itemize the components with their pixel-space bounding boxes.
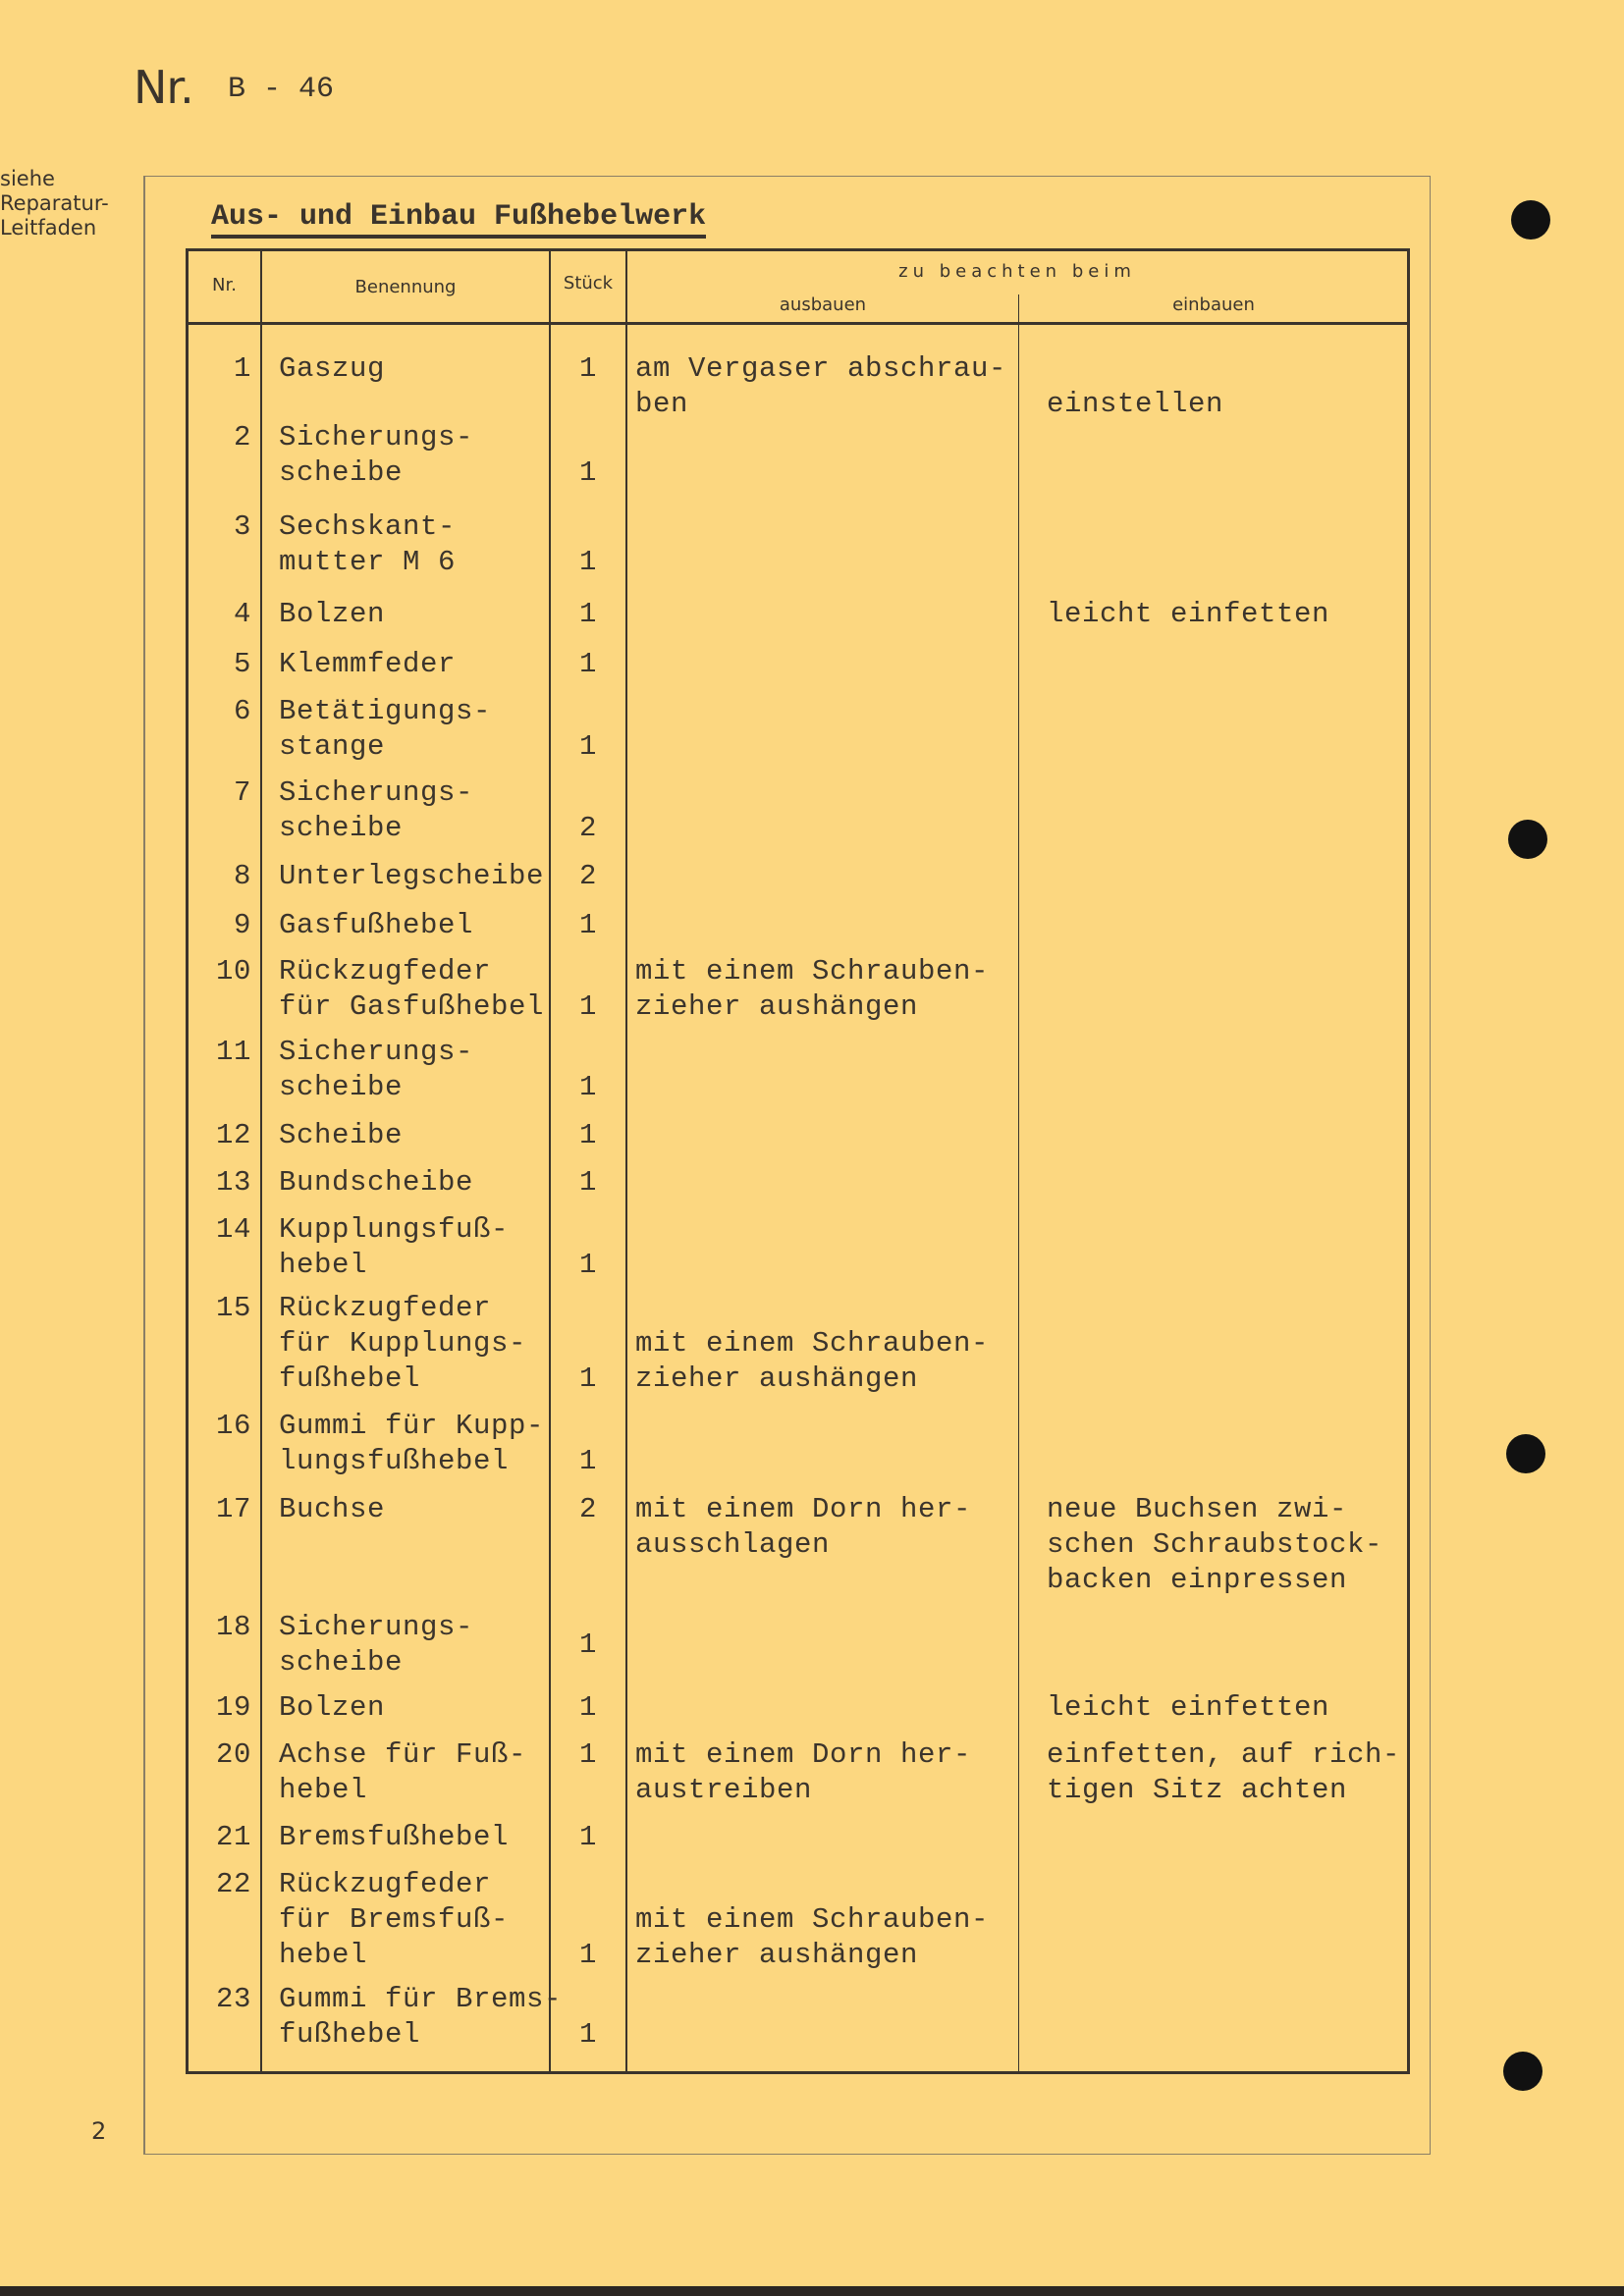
column-header-ausbauen: ausbauen [779, 294, 867, 315]
installation-note: neue Buchsen zwi- schen Schraubstock- backen einpressen [1047, 1493, 1383, 1596]
part-name: Sicherungs- scheibe [279, 1611, 474, 1679]
removal-note: mit einem Schrauben- zieher aushängen [635, 1327, 990, 1395]
row-number: 14 [215, 1213, 251, 1246]
row-number: 4 [233, 598, 251, 630]
part-name: Buchse [279, 1493, 386, 1525]
part-name: Achse für Fuß- hebel [279, 1738, 527, 1806]
part-name: Klemmfeder [279, 648, 457, 680]
removal-note: mit einem Dorn her- austreiben [635, 1738, 972, 1806]
scan-edge [0, 2286, 1624, 2296]
part-quantity: 1 [578, 1119, 597, 1151]
column-divider [625, 251, 627, 2071]
punch-hole [1508, 820, 1547, 859]
part-name: Rückzugfeder für Bremsfuß- hebel [279, 1868, 510, 1971]
part-quantity: 2 [578, 1493, 597, 1525]
column-header-benennung: Benennung [354, 277, 457, 297]
installation-note: leicht einfetten [1047, 598, 1330, 630]
part-name: Betätigungs- stange [279, 695, 492, 763]
column-header-nr: Nr. [212, 275, 237, 295]
part-quantity: 1 [578, 990, 597, 1023]
row-number: 20 [215, 1738, 251, 1771]
installation-note: leicht einfetten [1047, 1691, 1330, 1724]
part-quantity: 1 [578, 2018, 597, 2051]
row-number: 9 [233, 909, 251, 941]
part-name: Rückzugfeder für Kupplungs- fußhebel [279, 1292, 527, 1395]
part-name: Gasfußhebel [279, 909, 474, 941]
part-quantity: 1 [578, 352, 597, 385]
column-divider [1018, 294, 1019, 2071]
row-number: 10 [215, 955, 251, 988]
page-number: 2 [91, 2117, 107, 2145]
part-quantity: 1 [578, 456, 597, 489]
row-number: 11 [215, 1036, 251, 1068]
document-number-label: Nr. [134, 61, 193, 114]
row-number: 16 [215, 1410, 251, 1442]
installation-note: einfetten, auf rich- tigen Sitz achten [1047, 1738, 1401, 1806]
part-quantity: 1 [578, 909, 597, 941]
part-quantity: 1 [578, 546, 597, 578]
side-note-line: Reparatur- [0, 191, 109, 215]
part-quantity: 2 [578, 812, 597, 844]
punch-hole [1506, 1434, 1545, 1473]
row-number: 3 [233, 510, 251, 543]
column-header-stueck: Stück [563, 273, 614, 294]
row-number: 18 [215, 1611, 251, 1643]
row-number: 23 [215, 1983, 251, 2015]
row-number: 7 [233, 776, 251, 809]
row-number: 2 [233, 421, 251, 454]
row-number: 8 [233, 860, 251, 892]
part-quantity: 1 [578, 1821, 597, 1853]
removal-note: mit einem Schrauben- zieher aushängen [635, 955, 990, 1023]
part-name: Sechskant- mutter M 6 [279, 510, 457, 578]
part-name: Bundscheibe [279, 1166, 474, 1199]
row-number: 15 [215, 1292, 251, 1324]
row-number: 1 [233, 352, 251, 385]
side-note-line: Leitfaden [0, 216, 97, 240]
part-quantity: 1 [578, 648, 597, 680]
part-quantity: 1 [578, 1691, 597, 1724]
column-header-group: zu beachten beim [898, 261, 1136, 282]
removal-note: mit einem Schrauben- zieher aushängen [635, 1903, 990, 1971]
parts-table [186, 248, 1410, 2074]
side-note [0, 167, 109, 240]
part-quantity: 1 [578, 1939, 597, 1971]
part-name: Sicherungs- scheibe [279, 1036, 474, 1103]
part-quantity: 1 [578, 1166, 597, 1199]
row-number: 22 [215, 1868, 251, 1900]
part-name: Scheibe [279, 1119, 404, 1151]
document-number-value: B - 46 [228, 73, 335, 106]
row-number: 12 [215, 1119, 251, 1151]
part-quantity: 1 [578, 1362, 597, 1395]
removal-note: am Vergaser abschrau- ben [635, 352, 1007, 420]
part-quantity: 1 [578, 1445, 597, 1477]
part-quantity: 1 [578, 1071, 597, 1103]
part-name: Sicherungs- scheibe [279, 421, 474, 489]
part-name: Bremsfußhebel [279, 1821, 510, 1853]
page-title: Aus- und Einbau Fußhebelwerk [211, 200, 706, 239]
part-name: Bolzen [279, 1691, 386, 1724]
header-divider [189, 322, 1407, 325]
part-quantity: 1 [578, 1629, 597, 1661]
part-name: Gaszug [279, 352, 386, 385]
part-name: Gummi für Brems- fußhebel [279, 1983, 563, 2051]
part-name: Bolzen [279, 598, 386, 630]
punch-hole [1511, 200, 1550, 240]
part-quantity: 1 [578, 1738, 597, 1771]
part-quantity: 1 [578, 1249, 597, 1281]
column-divider [549, 251, 551, 2071]
installation-note: einstellen [1047, 388, 1224, 420]
column-header-einbauen: einbauen [1172, 294, 1255, 315]
row-number: 5 [233, 648, 251, 680]
part-name: Rückzugfeder für Gasfußhebel [279, 955, 545, 1023]
row-number: 6 [233, 695, 251, 727]
row-number: 17 [215, 1493, 251, 1525]
part-quantity: 2 [578, 860, 597, 892]
part-name: Sicherungs- scheibe [279, 776, 474, 844]
row-number: 19 [215, 1691, 251, 1724]
part-quantity: 1 [578, 730, 597, 763]
column-divider [260, 251, 262, 2071]
part-quantity: 1 [578, 598, 597, 630]
part-name: Unterlegscheibe [279, 860, 545, 892]
row-number: 13 [215, 1166, 251, 1199]
side-note-line: siehe [0, 167, 55, 190]
row-number: 21 [215, 1821, 251, 1853]
part-name: Kupplungsfuß- hebel [279, 1213, 510, 1281]
punch-hole [1503, 2052, 1543, 2091]
removal-note: mit einem Dorn her- ausschlagen [635, 1493, 972, 1561]
part-name: Gummi für Kupp- lungsfußhebel [279, 1410, 545, 1477]
